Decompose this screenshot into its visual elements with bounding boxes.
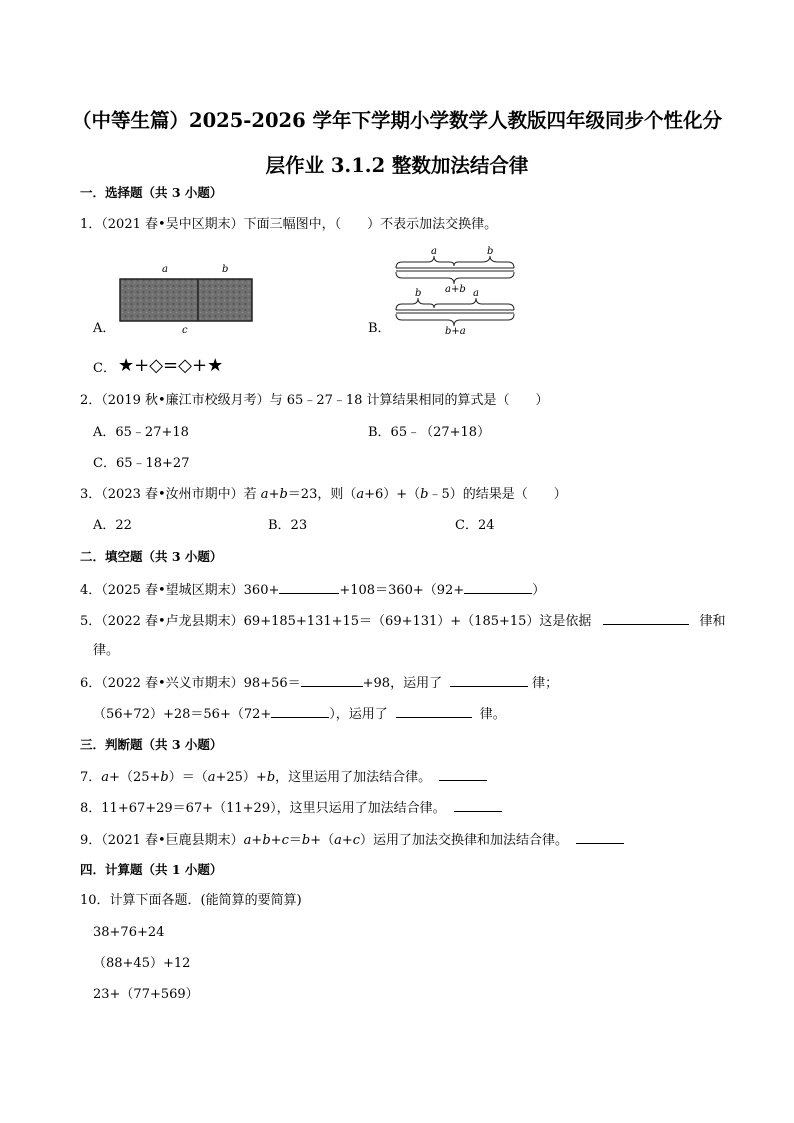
q3-option-c: C．24 — [455, 518, 495, 533]
question-8: 8．11+67+29＝67+（11+29），这里只运用了加法结合律。 — [80, 798, 502, 818]
q10-expression-1: 38+76+24 — [93, 925, 165, 940]
q10-expression-3: 23+（77+569） — [93, 987, 199, 1002]
q1-figure-b — [390, 244, 522, 336]
fig-b-brace-a-top — [396, 256, 454, 268]
q3-option-a: A．22 — [93, 518, 132, 533]
question-5-cont: 律。 — [93, 643, 120, 658]
fig-a-rectangle — [120, 279, 252, 321]
q6-blank-2[interactable] — [450, 673, 528, 687]
q3-option-b: B．23 — [268, 518, 308, 533]
q4-blank-2[interactable] — [464, 580, 532, 594]
document-title — [60, 98, 734, 188]
q1-figure-a — [112, 260, 258, 336]
fig-b-brace-b-second — [396, 298, 434, 310]
title-line-1: （中等生篇）2025-2026 学年下学期小学数学人教版四年级同步个性化分 — [72, 109, 722, 132]
fig-b-label-a-top: a — [431, 246, 437, 257]
fig-a-label-a: a — [162, 264, 168, 275]
fig-b-brace-b-top — [454, 256, 514, 268]
q2-option-c: C．65﹣18+27 — [93, 456, 190, 471]
fig-a-label-c: c — [182, 325, 188, 336]
q6-blank-3[interactable] — [271, 704, 329, 718]
fig-a-label-b: b — [222, 264, 229, 275]
q1-option-a-label: A． — [93, 321, 116, 336]
question-1-stem: 1．（2021 春•吴中区期末）下面三幅图中，（ ）不表示加法交换律。 — [80, 217, 498, 232]
fig-b-brace-ab — [396, 272, 514, 284]
question-10-stem: 10．计算下面各题．(能简算的要简算) — [80, 893, 302, 908]
q6-blank-4[interactable] — [396, 704, 472, 718]
question-3-stem: 3．（2023 春•汝州市期中）若 a+b＝23，则（a+6）+（b﹣5）的结果是（ ） — [80, 487, 567, 502]
question-2-stem: 2．（2019 秋•廉江市校级月考）与 65﹣27﹣18 计算结果相同的算式是（ ） — [80, 393, 549, 408]
q5-blank-1[interactable] — [603, 611, 689, 625]
section-heading-choice: 一．选择题（共 3 小题） — [80, 185, 223, 200]
fig-b-label-ba: b+a — [445, 326, 466, 336]
question-6-line-1: 6．（2022 春•兴义市期末）98+56＝ +98，运用了 律； — [80, 673, 558, 693]
q1-option-b-label: B． — [368, 321, 391, 336]
question-6-line-2: （56+72）+28＝56+（72+ ），运用了 律。 — [93, 704, 506, 724]
q4-blank-1[interactable] — [279, 580, 339, 594]
question-5: 5．（2022 春•卢龙县期末）69+185+131+15＝（69+131）+（185+15）这是依据 律和 — [80, 611, 725, 631]
fig-b-label-a-second: a — [473, 288, 479, 299]
q6-blank-1[interactable] — [301, 673, 363, 687]
fig-b-brace-a-second — [434, 298, 514, 310]
q2-option-b: B．65﹣（27+18） — [368, 425, 491, 440]
section-heading-calculation: 四．计算题（共 1 小题） — [80, 862, 223, 877]
fig-b-label-ab: a+b — [445, 284, 466, 295]
q1-option-c-content: ★+◇=◇+★ — [118, 355, 224, 376]
fig-b-label-b-top: b — [487, 246, 494, 257]
q9-answer-blank[interactable] — [576, 830, 624, 844]
q10-expression-2: （88+45）+12 — [93, 956, 191, 971]
question-4: 4．（2025 春•望城区期末）360+ +108＝360+（92+ ） — [80, 580, 545, 600]
q7-answer-blank[interactable] — [439, 767, 487, 781]
section-heading-true-false: 三．判断题（共 3 小题） — [80, 737, 223, 752]
title-line-2: 层作业 3.1.2 整数加法结合律 — [265, 154, 529, 177]
fig-b-brace-ba — [396, 314, 514, 326]
q2-option-a: A．65﹣27+18 — [93, 425, 189, 440]
fig-b-label-b-second: b — [415, 288, 422, 299]
question-7: 7．a+（25+b）＝（a+25）+b，这里运用了加法结合律。 — [80, 767, 487, 787]
question-9: 9．（2021 春•巨鹿县期末）a+b+c＝b+（a+c）运用了加法交换律和加法结合律。 — [80, 830, 624, 850]
q8-answer-blank[interactable] — [454, 798, 502, 812]
q1-option-c-label: C． — [93, 361, 116, 376]
section-heading-fill-blank: 二．填空题（共 3 小题） — [80, 549, 223, 564]
